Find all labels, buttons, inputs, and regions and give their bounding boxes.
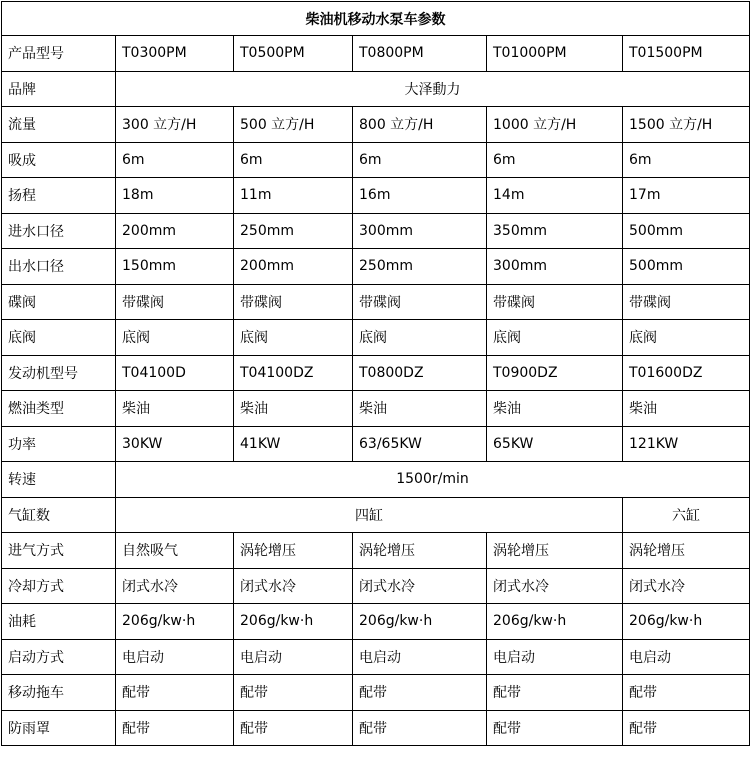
row-trailer	[2, 675, 750, 711]
cell-value: T0800PM	[353, 36, 487, 72]
cell-value: 柴油	[234, 391, 353, 427]
row-label: 吸成	[2, 142, 116, 178]
cell-value: 11m	[234, 178, 353, 214]
cell-value-merged: 1500r/min	[116, 462, 750, 498]
cell-value-merged: 四缸	[116, 497, 623, 533]
cell-value: 底阀	[623, 320, 750, 356]
row-label: 进气方式	[2, 533, 116, 569]
cell-value: 6m	[487, 142, 623, 178]
cell-value: 带碟阀	[116, 284, 234, 320]
cell-value: 自然吸气	[116, 533, 234, 569]
cell-value: 350mm	[487, 213, 623, 249]
cell-value: 电启动	[116, 639, 234, 675]
cell-value: 柴油	[353, 391, 487, 427]
row-label: 进水口径	[2, 213, 116, 249]
cell-value: 底阀	[353, 320, 487, 356]
cell-value: 150mm	[116, 249, 234, 285]
cell-value: T0800DZ	[353, 355, 487, 391]
row-label: 油耗	[2, 604, 116, 640]
cell-value: T0300PM	[116, 36, 234, 72]
row-suction	[2, 142, 750, 178]
cell-value: 闭式水冷	[487, 568, 623, 604]
cell-value: 250mm	[234, 213, 353, 249]
row-engine-model	[2, 355, 750, 391]
cell-value: 800 立方/H	[353, 107, 487, 143]
row-butterfly-valve	[2, 284, 750, 320]
cell-value: 30KW	[116, 426, 234, 462]
cell-value: 涡轮增压	[487, 533, 623, 569]
row-speed	[2, 462, 750, 498]
cell-value: T04100D	[116, 355, 234, 391]
cell-value: 300mm	[487, 249, 623, 285]
cell-value: 带碟阀	[487, 284, 623, 320]
row-label: 出水口径	[2, 249, 116, 285]
row-label: 底阀	[2, 320, 116, 356]
cell-value: 带碟阀	[353, 284, 487, 320]
row-label: 气缸数	[2, 497, 116, 533]
cell-value: 1500 立方/H	[623, 107, 750, 143]
cell-value: T0500PM	[234, 36, 353, 72]
row-label: 碟阀	[2, 284, 116, 320]
row-flow	[2, 107, 750, 143]
cell-value: 柴油	[487, 391, 623, 427]
cell-value: 六缸	[623, 497, 750, 533]
cell-value: 41KW	[234, 426, 353, 462]
cell-value: T0900DZ	[487, 355, 623, 391]
cell-value: 电启动	[487, 639, 623, 675]
row-label: 发动机型号	[2, 355, 116, 391]
cell-value: T01600DZ	[623, 355, 750, 391]
cell-value: 电启动	[353, 639, 487, 675]
cell-value: 配带	[353, 710, 487, 746]
cell-value: 300 立方/H	[116, 107, 234, 143]
spec-table	[1, 1, 750, 746]
cell-value: 6m	[116, 142, 234, 178]
cell-value: 18m	[116, 178, 234, 214]
cell-value: 6m	[234, 142, 353, 178]
row-label: 产品型号	[2, 36, 116, 72]
row-outlet	[2, 249, 750, 285]
cell-value: 闭式水冷	[234, 568, 353, 604]
cell-value: 206g/kw·h	[353, 604, 487, 640]
cell-value: 206g/kw·h	[234, 604, 353, 640]
cell-value: 500 立方/H	[234, 107, 353, 143]
cell-value: 配带	[487, 675, 623, 711]
cell-value: 配带	[116, 675, 234, 711]
cell-value: 250mm	[353, 249, 487, 285]
cell-value: T04100DZ	[234, 355, 353, 391]
cell-value: 6m	[353, 142, 487, 178]
cell-value: 121KW	[623, 426, 750, 462]
cell-value: 配带	[487, 710, 623, 746]
cell-value-merged: 大泽動力	[116, 71, 750, 107]
row-rain-cover	[2, 710, 750, 746]
row-label: 冷却方式	[2, 568, 116, 604]
row-label: 移动拖车	[2, 675, 116, 711]
cell-value: 206g/kw·h	[487, 604, 623, 640]
cell-value: 涡轮增压	[234, 533, 353, 569]
row-fuel-type	[2, 391, 750, 427]
cell-value: 涡轮增压	[353, 533, 487, 569]
row-intake	[2, 533, 750, 569]
cell-value: 配带	[234, 710, 353, 746]
cell-value: 闭式水冷	[353, 568, 487, 604]
row-label: 扬程	[2, 178, 116, 214]
cell-value: 17m	[623, 178, 750, 214]
cell-value: 配带	[623, 675, 750, 711]
cell-value: 200mm	[116, 213, 234, 249]
row-cooling	[2, 568, 750, 604]
row-label: 燃油类型	[2, 391, 116, 427]
cell-value: 柴油	[116, 391, 234, 427]
cell-value: 6m	[623, 142, 750, 178]
cell-value: 配带	[116, 710, 234, 746]
cell-value: 500mm	[623, 249, 750, 285]
row-fuel-consumption	[2, 604, 750, 640]
cell-value: 14m	[487, 178, 623, 214]
cell-value: 电启动	[234, 639, 353, 675]
cell-value: 500mm	[623, 213, 750, 249]
cell-value: 底阀	[487, 320, 623, 356]
cell-value: 206g/kw·h	[116, 604, 234, 640]
table-title: 柴油机移动水泵车参数	[2, 2, 750, 36]
row-brand	[2, 71, 750, 107]
row-label: 品牌	[2, 71, 116, 107]
cell-value: 65KW	[487, 426, 623, 462]
cell-value: 1000 立方/H	[487, 107, 623, 143]
cell-value: 底阀	[234, 320, 353, 356]
row-label: 启动方式	[2, 639, 116, 675]
row-label: 功率	[2, 426, 116, 462]
cell-value: 200mm	[234, 249, 353, 285]
cell-value: 206g/kw·h	[623, 604, 750, 640]
row-model	[2, 36, 750, 72]
cell-value: 300mm	[353, 213, 487, 249]
cell-value: 带碟阀	[623, 284, 750, 320]
row-foot-valve	[2, 320, 750, 356]
row-start-method	[2, 639, 750, 675]
row-inlet	[2, 213, 750, 249]
row-label: 流量	[2, 107, 116, 143]
title-row	[2, 2, 750, 36]
cell-value: 配带	[234, 675, 353, 711]
cell-value: T01000PM	[487, 36, 623, 72]
cell-value: 63/65KW	[353, 426, 487, 462]
row-label: 转速	[2, 462, 116, 498]
cell-value: 闭式水冷	[623, 568, 750, 604]
row-label: 防雨罩	[2, 710, 116, 746]
cell-value: 底阀	[116, 320, 234, 356]
cell-value: T01500PM	[623, 36, 750, 72]
cell-value: 柴油	[623, 391, 750, 427]
cell-value: 电启动	[623, 639, 750, 675]
cell-value: 涡轮增压	[623, 533, 750, 569]
row-power	[2, 426, 750, 462]
cell-value: 带碟阀	[234, 284, 353, 320]
row-lift	[2, 178, 750, 214]
row-cylinders	[2, 497, 750, 533]
cell-value: 配带	[353, 675, 487, 711]
cell-value: 闭式水冷	[116, 568, 234, 604]
cell-value: 16m	[353, 178, 487, 214]
cell-value: 配带	[623, 710, 750, 746]
